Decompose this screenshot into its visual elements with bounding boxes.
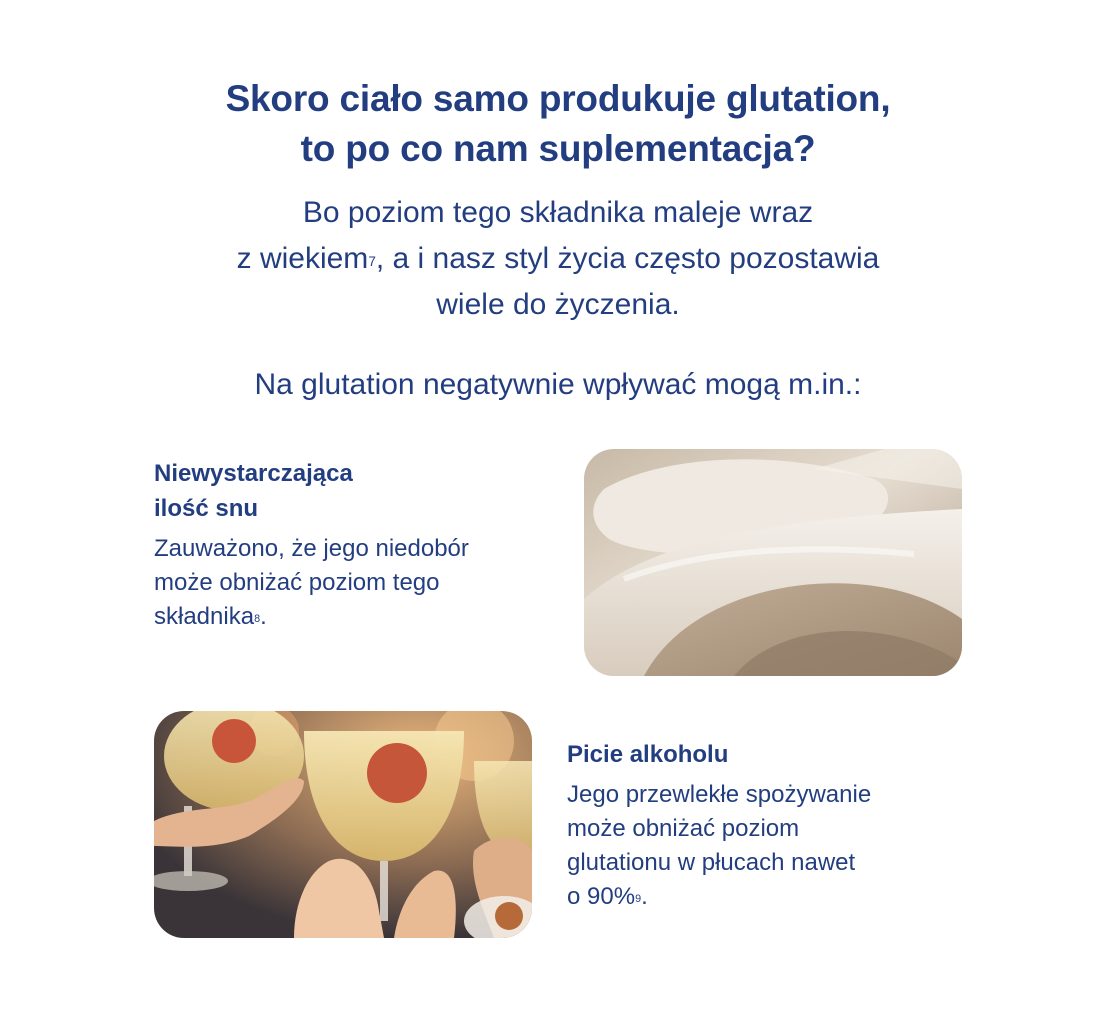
factor-alcohol-text-line-4 (567, 880, 967, 914)
factor-sleep-title (154, 456, 554, 526)
factor-sleep (154, 456, 554, 634)
intro-text: Na glutation negatywnie wpływać mogą m.in.: (254, 368, 862, 401)
factor-sleep-text-line-1: Zauważono, że jego niedobór (154, 535, 469, 562)
factor-alcohol-text-period: . (641, 883, 648, 910)
factor-sleep-text-line-2: może obniżać poziom tego (154, 569, 440, 596)
lead-line-2-end: , a i nasz styl życia często pozostawia (375, 242, 880, 275)
lead-line-1: Bo poziom tego składnika maleje wraz (302, 196, 814, 229)
factor-alcohol-text-line-1: Jego przewlekłe spożywanie (567, 781, 872, 808)
factor-alcohol-title (567, 737, 967, 772)
factor-alcohol-title-line-1: Picie alkoholu (567, 741, 729, 768)
factor-sleep-title-line-1: Niewystarczająca (154, 460, 353, 487)
footnote-ref-7: 7 (368, 253, 376, 269)
factor-sleep-text-last: składnika (154, 603, 255, 630)
factor-sleep-text-period: . (260, 603, 267, 630)
title-line-2: to po co nam suplementacja? (300, 128, 816, 169)
factor-alcohol-text-last: o 90% (567, 883, 636, 910)
footnote-ref-8: 8 (254, 613, 261, 626)
lead-paragraph (0, 190, 1116, 328)
unmade-bed-photo (584, 449, 962, 676)
lead-line-3: wiele do życzenia. (436, 288, 680, 321)
factor-alcohol-text-line-3: glutationu w płucach nawet (567, 849, 856, 876)
factor-alcohol (567, 737, 967, 914)
lead-line-2 (0, 236, 1116, 282)
footnote-ref-9: 9 (635, 893, 642, 906)
factor-alcohol-text-line-2: może obniżać poziom (567, 815, 800, 842)
factor-sleep-text (154, 532, 554, 634)
wine-glasses-toast-photo (154, 711, 532, 938)
page-title (0, 74, 1116, 174)
factor-sleep-title-line-2: ilość snu (154, 495, 259, 522)
factor-alcohol-text (567, 778, 967, 914)
factor-sleep-text-line-3 (154, 600, 554, 634)
title-line-1: Skoro ciało samo produkuje glutation, (225, 78, 891, 119)
lead-line-2-start: z wiekiem (236, 242, 369, 275)
